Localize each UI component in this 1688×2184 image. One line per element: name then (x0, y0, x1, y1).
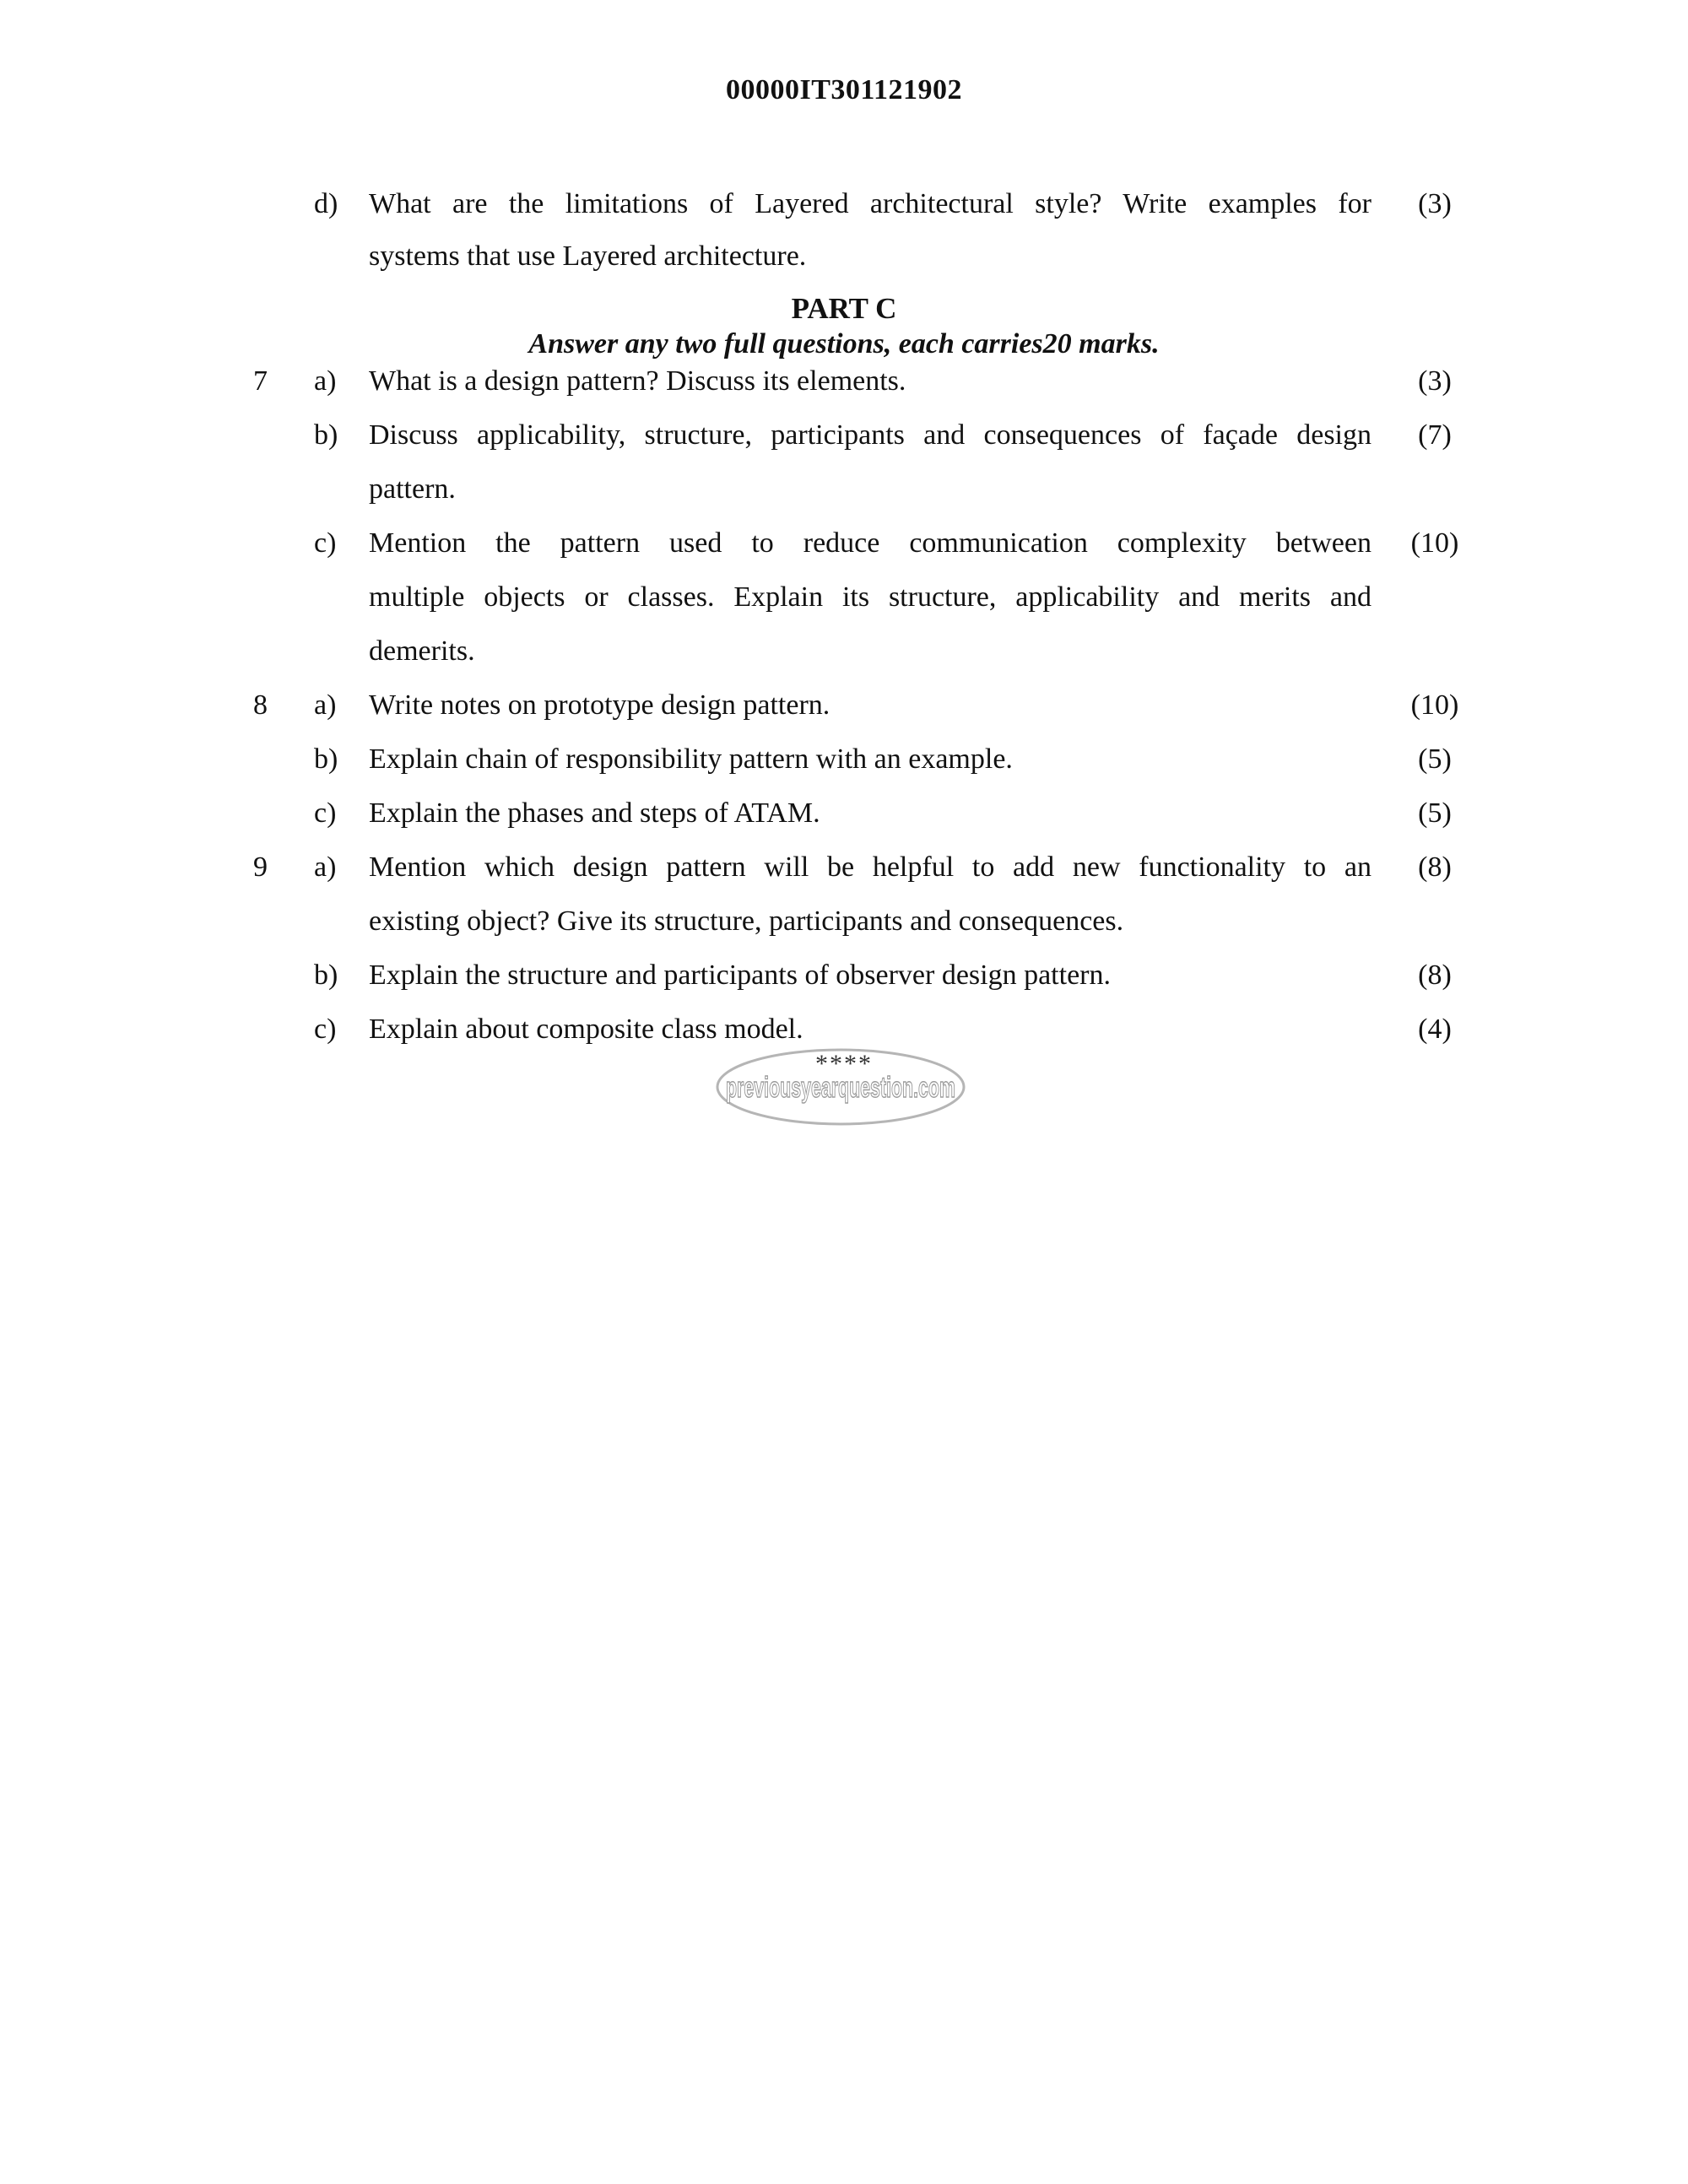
question-text: Write notes on prototype design pattern. (369, 689, 830, 721)
question-text: Mention which design pattern will be helpful to add new functionality to an (369, 851, 1372, 883)
subpart-label: d) (314, 188, 338, 219)
marks: (8) (1418, 960, 1452, 991)
paper-code: 00000IT301121902 (725, 74, 963, 105)
question-text: multiple objects or classes. Explain its structure, applicability and merits and (369, 581, 1372, 613)
question-text: Explain the phases and steps of ATAM. (369, 797, 820, 829)
marks: (5) (1418, 797, 1452, 829)
part-title: PART C (791, 292, 897, 325)
question-text: What are the limitations of Layered architectural style? Write examples for (369, 188, 1372, 219)
subpart-label: b) (314, 960, 338, 991)
question-text: What is a design pattern? Discuss its elements. (369, 365, 906, 397)
subpart-label: c) (314, 1014, 337, 1045)
question-number: 7 (253, 365, 268, 397)
part-instruction: Answer any two full questions, each carries20 marks. (528, 328, 1160, 359)
marks: (4) (1418, 1014, 1452, 1045)
marks: (3) (1418, 188, 1452, 219)
question-text: Mention the pattern used to reduce communication complexity between (369, 527, 1372, 559)
question-text: Discuss applicability, structure, participants and consequences of façade design (369, 419, 1372, 451)
subpart-label: c) (314, 527, 337, 559)
question-text: pattern. (369, 473, 456, 505)
marks: (7) (1418, 419, 1452, 451)
watermark-logo (714, 1045, 967, 1129)
question-text: systems that use Layered architecture. (369, 241, 807, 272)
marks: (10) (1410, 689, 1459, 721)
subpart-label: a) (314, 365, 337, 397)
question-text: demerits. (369, 635, 475, 667)
marks: (5) (1418, 743, 1452, 775)
question-number: 8 (253, 689, 268, 721)
end-of-paper-mark: **** (815, 1050, 873, 1078)
subpart-label: b) (314, 419, 338, 451)
subpart-label: a) (314, 689, 337, 721)
subpart-label: c) (314, 797, 337, 829)
question-text: Explain chain of responsibility pattern with an example. (369, 743, 1013, 775)
subpart-label: a) (314, 851, 337, 883)
question-number: 9 (253, 851, 268, 883)
marks: (10) (1410, 527, 1459, 559)
question-text: existing object? Give its structure, participants and consequences. (369, 905, 1124, 937)
subpart-label: b) (314, 743, 338, 775)
marks: (8) (1418, 851, 1452, 883)
marks: (3) (1418, 365, 1452, 397)
question-text: Explain about composite class model. (369, 1014, 803, 1045)
watermark-text: previousyearquestion.com (726, 1072, 955, 1104)
question-text: Explain the structure and participants of observer design pattern. (369, 960, 1111, 991)
